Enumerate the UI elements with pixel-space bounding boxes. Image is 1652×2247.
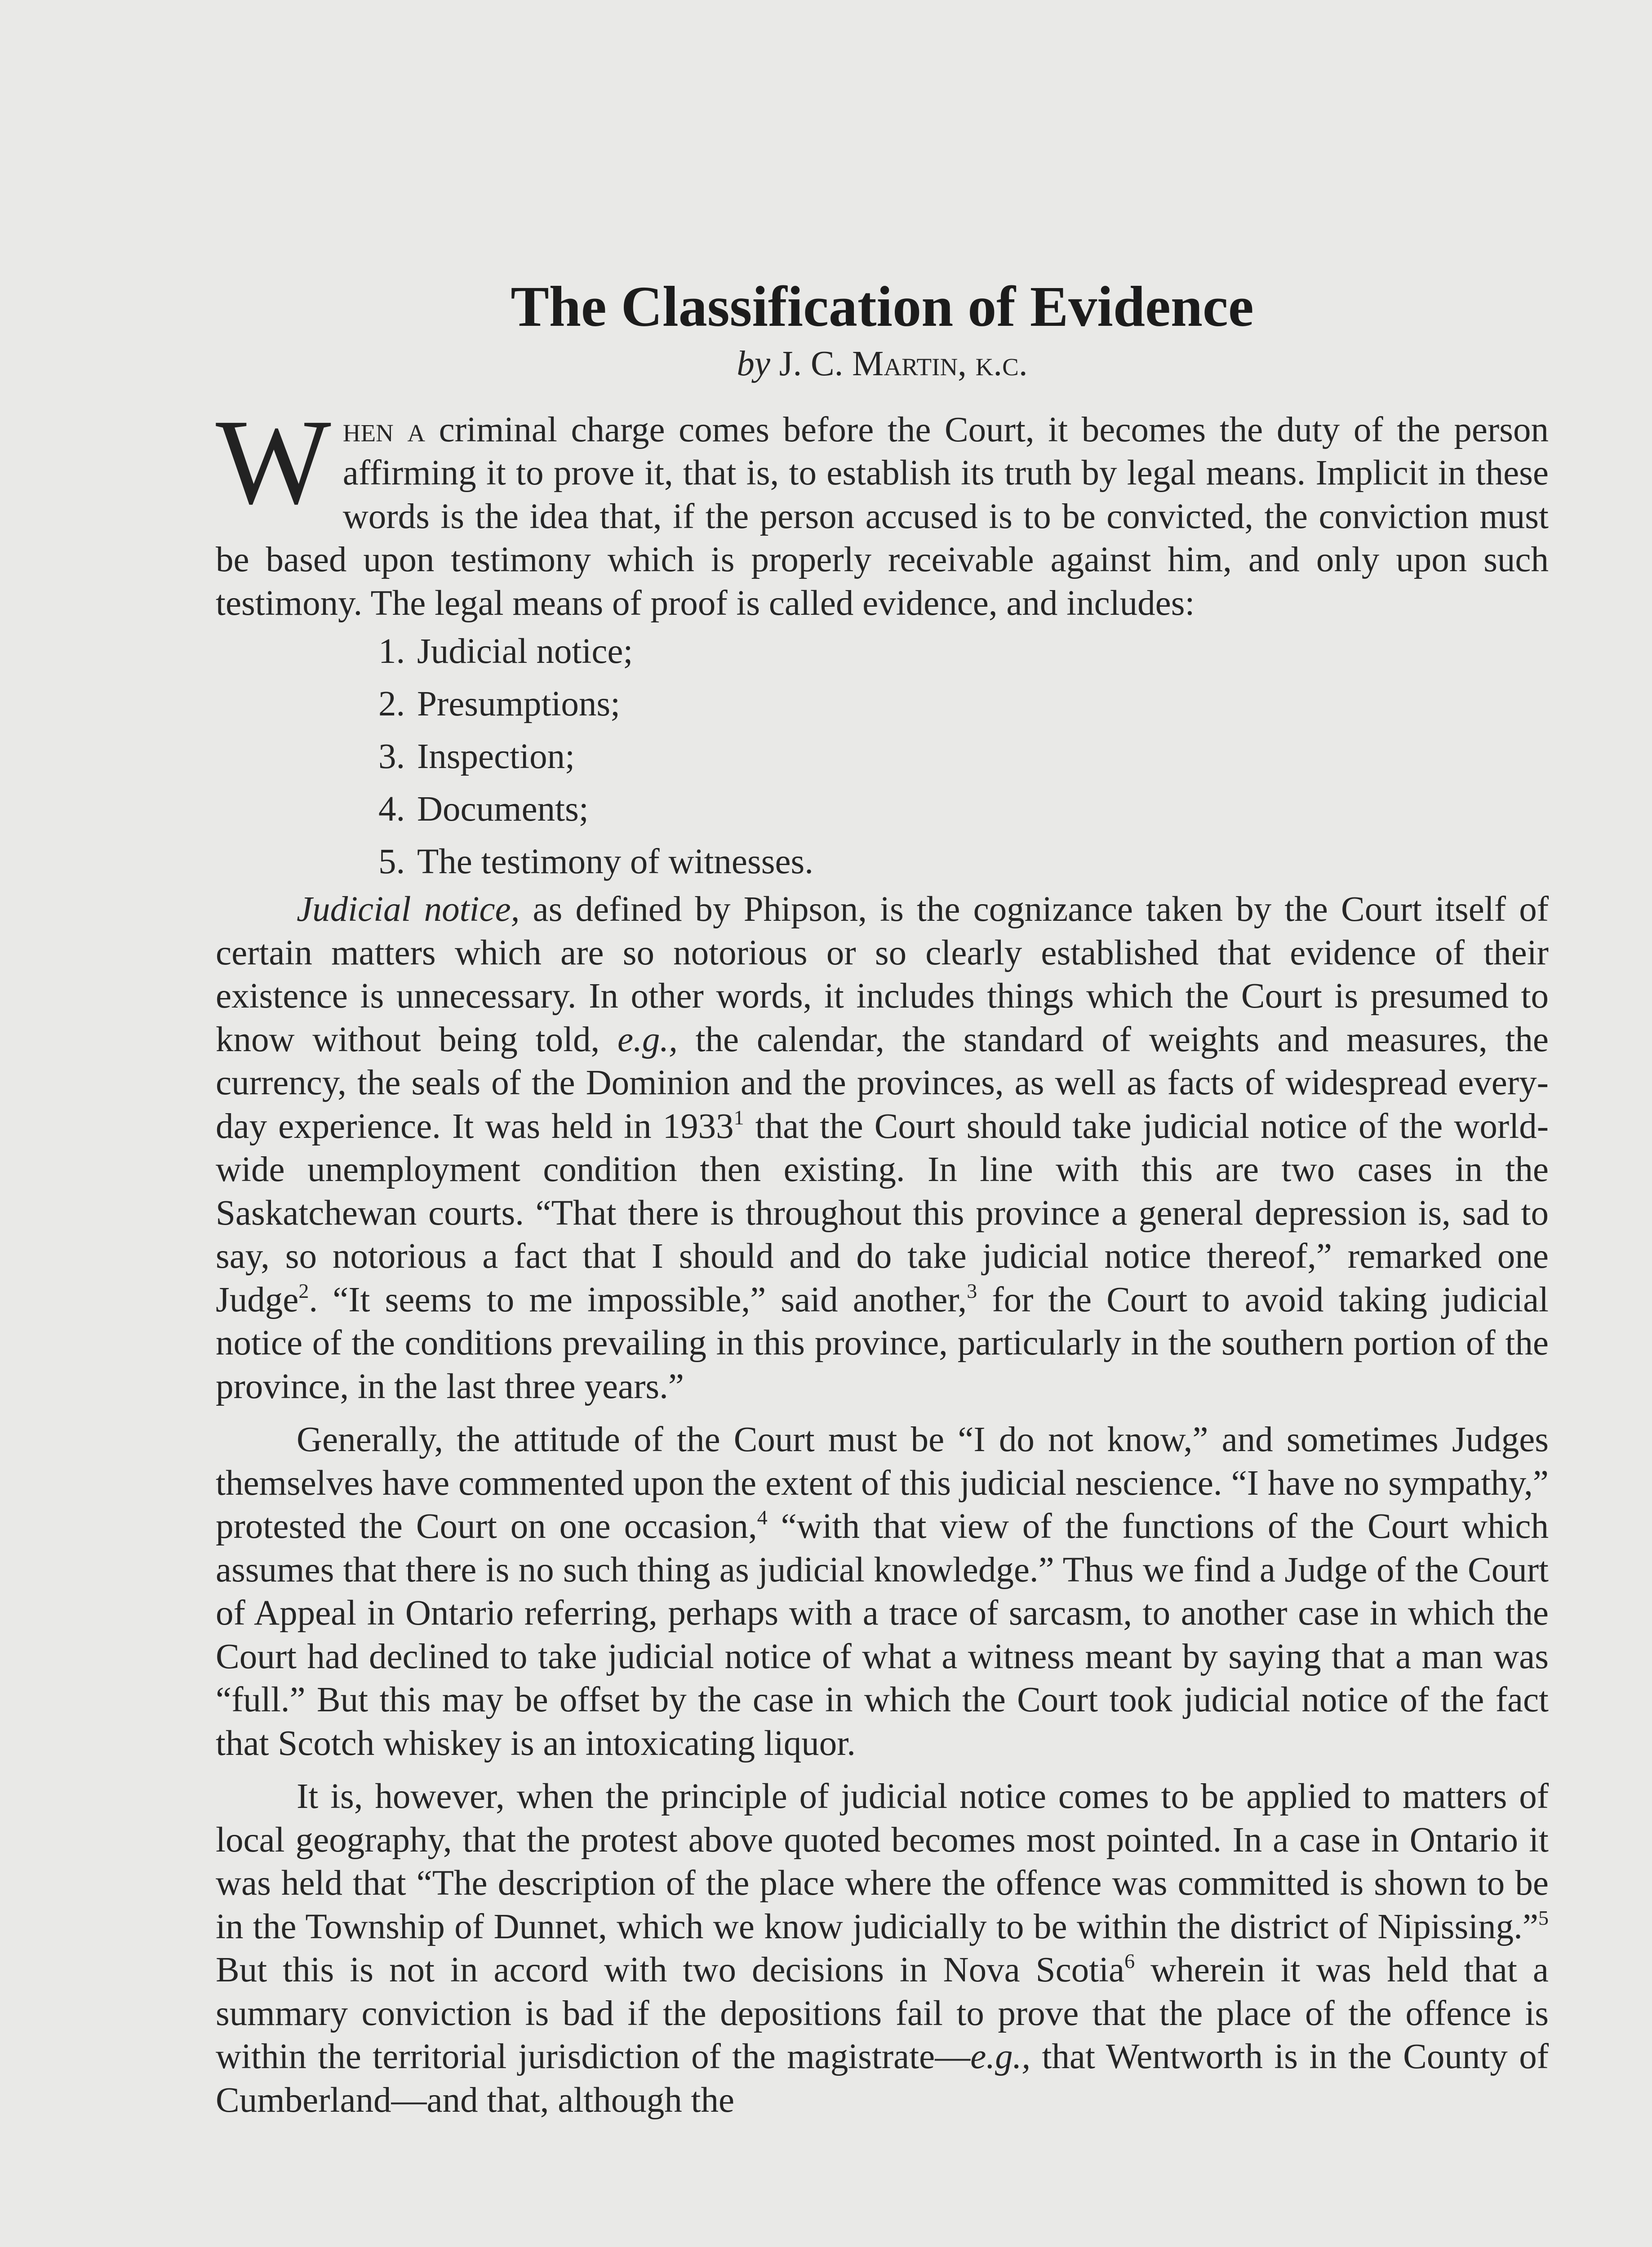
list-item: 1. Judicial notice; xyxy=(378,632,633,671)
footnote-ref-2: 2 xyxy=(298,1279,309,1302)
list-item: 3. Inspection; xyxy=(378,737,575,777)
footnote-ref-3: 3 xyxy=(967,1279,977,1302)
intro-paragraph xyxy=(216,394,1549,626)
list-item: 5. The testimony of witnesses. xyxy=(378,842,814,882)
drop-cap: W xyxy=(216,394,331,529)
evidence-list xyxy=(216,625,1549,888)
paragraph-judicial-nescience: Generally, the attitude of the Court must be “I do not know,” and sometimes Judges themselves have commented upon the extent of this judicial nescience. “I have no sympathy,” protested the Court on one occasion,$^4$ “with that view of the functions of the Court which assumes that there is no such thing as judicial knowledge.” Thus we find a Judge of the Court of Appeal in Ontario referring, perhaps with a trace of sarcasm, to another case in which the Court had declined to take judicial notice of what a witness meant by saying that a man was “full.” But this may be offset by the case in which the Court took judicial notice of the fact that Scotch whiskey is an intoxicating liquor. xyxy=(216,1420,1549,1763)
paragraph-local-geography: It is, however, when the principle of judicial notice comes to be applied to matters of local geography, that the protest above quoted becomes most pointed. In a case in Ontario it was held that “The description of the place where the offence was committed is shown to be in the Township of Dunnet, which we know judicially to be within the district of Nipissing.”$^5$ But this is not in accord with two decisions in Nova Scotia$^6$ wherein it was held that a summary conviction is bad if the depositions fail to prove that the place of the offence is within the territorial jurisdiction of the magistrate—e.g., that Wentworth is in the County of Cumberland—and that, although the xyxy=(216,1777,1549,2120)
footnote-ref-5: 5 xyxy=(1538,1906,1549,1929)
article-title: The Classification of Evidence xyxy=(511,275,1254,338)
text-column xyxy=(216,275,1549,2122)
byline-author: J. C. Martin, k.c. xyxy=(779,344,1028,383)
byline xyxy=(216,344,1549,384)
footnote-ref-4: 4 xyxy=(757,1506,768,1529)
list-item: 4. Documents; xyxy=(378,790,589,829)
list-item: 2. Presumptions; xyxy=(378,684,621,724)
term-judicial-notice: Judicial notice, xyxy=(297,890,520,929)
footnote-ref-1: 1 xyxy=(733,1106,744,1129)
byline-prefix: by xyxy=(737,344,770,383)
paragraph-judicial-notice: Judicial notice, as defined by Phipson, is the cognizance taken by the Court itself of certain matters which are so notorious or so clearly established that evidence of their existence is unnecessary. In other words, it includes things which the Court is presumed to know without being told, e.g., the calendar, the standard of weights and measures, the currency, the seals of the Dominion and the provinces, as well as facts of widespread every-day experience. It was held in 1933$^1$ that the Court should take judicial notice of the world-wide unemployment condition then existing. In line with this are two cases in the Saskatchewan courts. “That there is throughout this province a general depression is, sad to say, so notorious a fact that I should and do take judicial notice thereof,” remarked one Judge$^2$. “It seems to me impossible,” said another,$^3$ for the Court to avoid taking judicial notice of the conditions prevailing in this province, particularly in the southern portion of the province, in the last three years.” xyxy=(216,890,1549,1406)
footnote-ref-6: 6 xyxy=(1124,1949,1135,1973)
intro-text: criminal charge comes before the Court, it becomes the duty of the person affirming it to prove it, that is, to establish its truth by legal means. Implicit in these words is the idea that, if the person accused is to be convicted, the conviction must be based upon testimony which is properly receivable against him, and only upon such testimony. The legal means of proof is called evidence, and includes: xyxy=(216,410,1549,623)
intro-lead: hen a xyxy=(342,410,426,449)
